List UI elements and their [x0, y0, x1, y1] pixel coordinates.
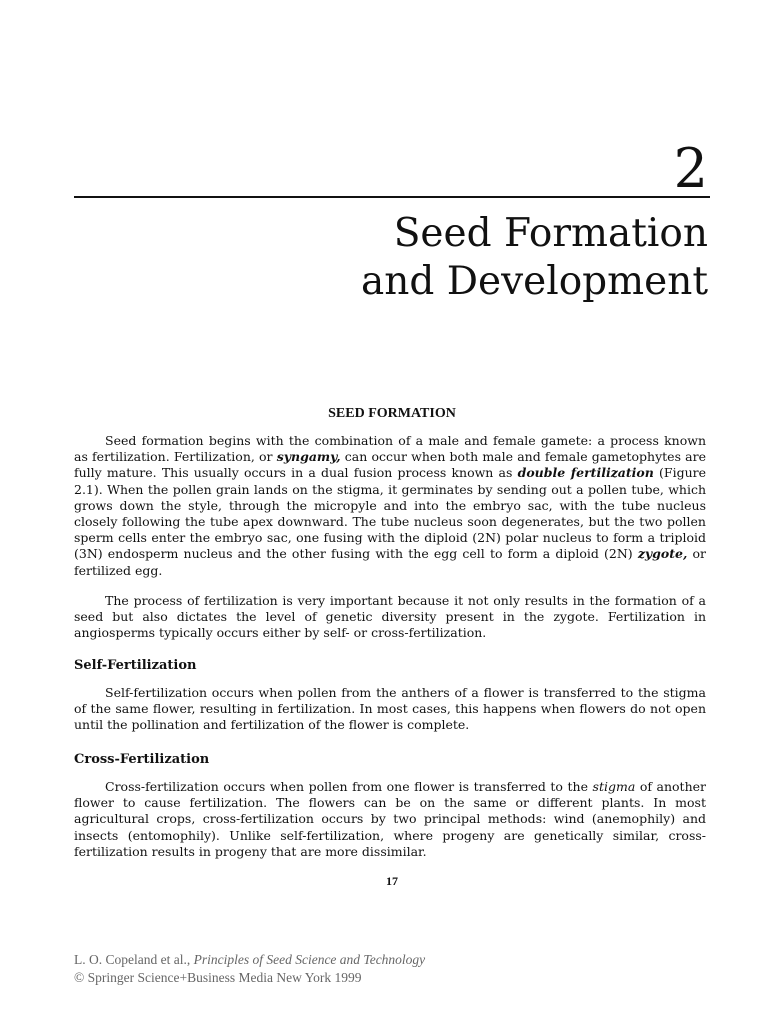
citation-line1 — [74, 951, 425, 969]
chapter-title-line1: Seed Formation — [393, 211, 708, 256]
text-run: of another flower to cause fertilization. The flowers can be on the same or different plants. In most agricultural crops, cross-fertilization occurs by two principal methods: wind (anemophily) and insects (entomophily). Unlike self-fertilization, where progeny are genetically similar, cross-fertilization results in progeny that are more dissimilar. — [74, 779, 706, 859]
term-stigma: stigma — [592, 779, 636, 794]
chapter-number: 2 — [673, 137, 708, 200]
citation-footer — [74, 951, 425, 987]
citation-authors: L. O. Copeland et al., — [74, 952, 194, 967]
paragraph-seed-formation — [74, 433, 706, 579]
page-number: 17 — [386, 874, 398, 888]
citation-line2: © Springer Science+Business Media New York 1999 — [74, 970, 362, 985]
text-run: or fertilized egg. — [74, 546, 706, 578]
chapter-rule — [74, 196, 710, 198]
term-syngamy: syngamy, — [276, 449, 341, 465]
text-run: can occur when both male and female gametophytes are fully mature. This usually occurs in a dual fusion process known as — [74, 449, 707, 481]
citation-book-title: Principles of Seed Science and Technology — [193, 952, 426, 967]
chapter-title-line2: and Development — [361, 259, 708, 304]
chapter-title — [361, 210, 708, 306]
paragraph-cross-fertilization — [74, 779, 706, 860]
term-double-fertilization: double fertilization — [517, 465, 654, 481]
paragraph-fertilization-importance: The process of fertilization is very important because it not only results in the formation of a seed but also dictates the level of genetic diversity present in the zygote. Fertilization in angiosperms typically occurs either by self- or cross-fertilization. — [74, 593, 706, 641]
text-run: Cross-fertilization occurs when pollen from one flower is transferred to the — [105, 779, 593, 794]
text-run: (Figure 2.1). When the pollen grain lands on the stigma, it germinates by sending out a pollen tube, which grows down the style, through the micropyle and into the embryo sac, with the tube nucleus closely following the tube apex downward. The tube nucleus soon degenerates, but the two pollen sperm cells enter the embryo sac, one fusing with the diploid (2N) polar nucleus to form a triploid (3N) endosperm nucleus and the other fusing with the egg cell to form a diploid (2N) — [74, 465, 706, 562]
subheading-cross-fertilization: Cross-Fertilization — [74, 752, 210, 767]
paragraph-self-fertilization: Self-fertilization occurs when pollen from the anthers of a flower is transferred to the stigma of the same flower, resulting in fertilization. In most cases, this happens when flowers do not open until the pollination and fertilization of the flower is complete. — [74, 685, 706, 733]
section-heading: SEED FORMATION — [328, 406, 456, 421]
text-run: Seed formation begins with the combination of a male and female gamete: a process known as fertilization. Fertilization, or — [74, 433, 706, 465]
subheading-self-fertilization: Self-Fertilization — [74, 658, 197, 673]
term-zygote: zygote, — [637, 546, 688, 562]
